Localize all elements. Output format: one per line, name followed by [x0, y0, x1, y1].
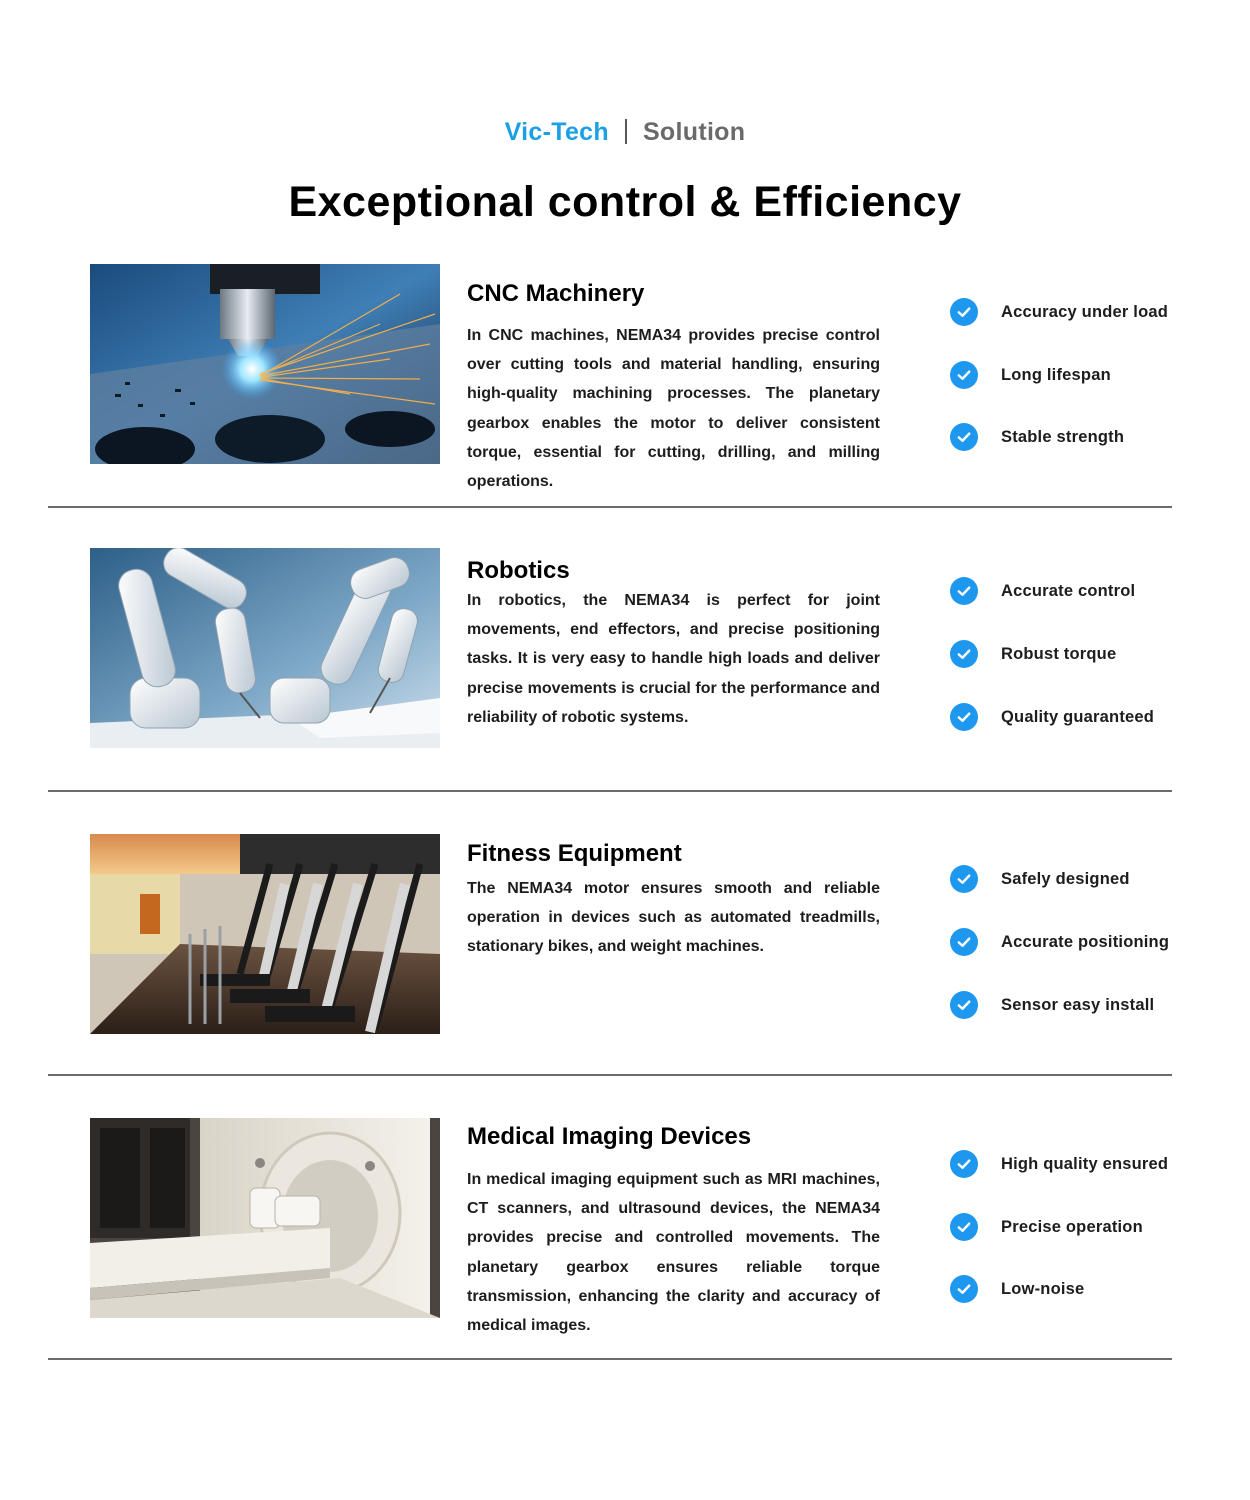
- section-divider: [48, 790, 1172, 792]
- feature-label: High quality ensured: [1001, 1154, 1169, 1173]
- feature-item: [950, 576, 1135, 606]
- feature-item: [950, 422, 1124, 452]
- feature-label: Accurate control: [1001, 581, 1136, 600]
- feature-item: [950, 990, 1154, 1020]
- section-description: The NEMA34 motor ensures smooth and reliable operation in devices such as automated treadmills, stationary bikes, and weight machines.: [467, 880, 880, 956]
- section-title: Medical Imaging Devices: [467, 1123, 752, 1150]
- cnc-machinery-image: [90, 264, 440, 464]
- feature-label: Quality guaranteed: [1001, 707, 1155, 726]
- section-divider: [48, 1358, 1172, 1360]
- fitness-equipment-image: [90, 834, 440, 1034]
- check-circle-icon: [950, 991, 978, 1019]
- feature-item: [950, 360, 1111, 390]
- feature-label: Sensor easy install: [1001, 995, 1155, 1014]
- feature-item: [950, 639, 1116, 669]
- feature-item: [950, 927, 1169, 957]
- feature-item: [950, 864, 1130, 894]
- feature-label: Accuracy under load: [1001, 302, 1169, 321]
- brand-separator: [625, 119, 627, 144]
- check-circle-icon: [950, 928, 978, 956]
- section-title: Robotics: [467, 557, 570, 584]
- feature-item: [950, 1274, 1084, 1304]
- check-circle-icon: [950, 298, 978, 326]
- check-circle-icon: [950, 1150, 978, 1178]
- feature-item: [950, 1149, 1168, 1179]
- section-divider: [48, 506, 1172, 508]
- feature-label: Stable strength: [1001, 427, 1125, 446]
- check-circle-icon: [950, 361, 978, 389]
- check-circle-icon: [950, 865, 978, 893]
- feature-label: Robust torque: [1001, 644, 1117, 663]
- check-circle-icon: [950, 1275, 978, 1303]
- section-description: In medical imaging equipment such as MRI machines, CT scanners, and ultrasound devices, the NEMA34 provides precise and controlled movements. The planetary gearbox ensures reliable torque transmission, enhancing the clarity and accuracy of medical images.: [467, 1171, 880, 1335]
- check-circle-icon: [950, 640, 978, 668]
- check-circle-icon: [950, 1213, 978, 1241]
- section-medical-imaging-devices: [0, 1118, 1250, 1358]
- brand-heading: [0, 118, 1250, 147]
- section-title: CNC Machinery: [467, 280, 645, 307]
- feature-label: Safely designed: [1001, 869, 1130, 888]
- robotics-image: [90, 548, 440, 748]
- feature-label: Precise operation: [1001, 1217, 1143, 1236]
- section-robotics: [0, 548, 1250, 788]
- brand-subtitle: Solution: [642, 118, 746, 146]
- page-title: Exceptional control & Efficiency: [288, 178, 962, 226]
- feature-label: Low-noise: [1001, 1279, 1085, 1298]
- section-fitness-equipment: [0, 834, 1250, 1074]
- check-circle-icon: [950, 423, 978, 451]
- section-divider: [48, 1074, 1172, 1076]
- section-description: In robotics, the NEMA34 is perfect for joint movements, end effectors, and precise positioning tasks. It is very easy to handle high loads and deliver precise movements is crucial for the performance and reliability of robotic systems.: [467, 592, 880, 726]
- feature-item: [950, 297, 1168, 327]
- medical-imaging-image: [90, 1118, 440, 1318]
- brand-name: Vic-Tech: [504, 118, 609, 146]
- feature-label: Long lifespan: [1001, 365, 1111, 384]
- feature-item: [950, 702, 1154, 732]
- check-circle-icon: [950, 703, 978, 731]
- feature-label: Accurate positioning: [1001, 932, 1170, 951]
- section-description: In CNC machines, NEMA34 provides precise control over cutting tools and material handling, ensuring high-quality machining processes. The planetary gearbox enables the motor to deliver consistent torque, essential for cutting, drilling, and milling operations.: [467, 327, 880, 491]
- section-title: Fitness Equipment: [467, 840, 682, 867]
- check-circle-icon: [950, 577, 978, 605]
- section-cnc-machinery: [0, 264, 1250, 504]
- feature-item: [950, 1212, 1143, 1242]
